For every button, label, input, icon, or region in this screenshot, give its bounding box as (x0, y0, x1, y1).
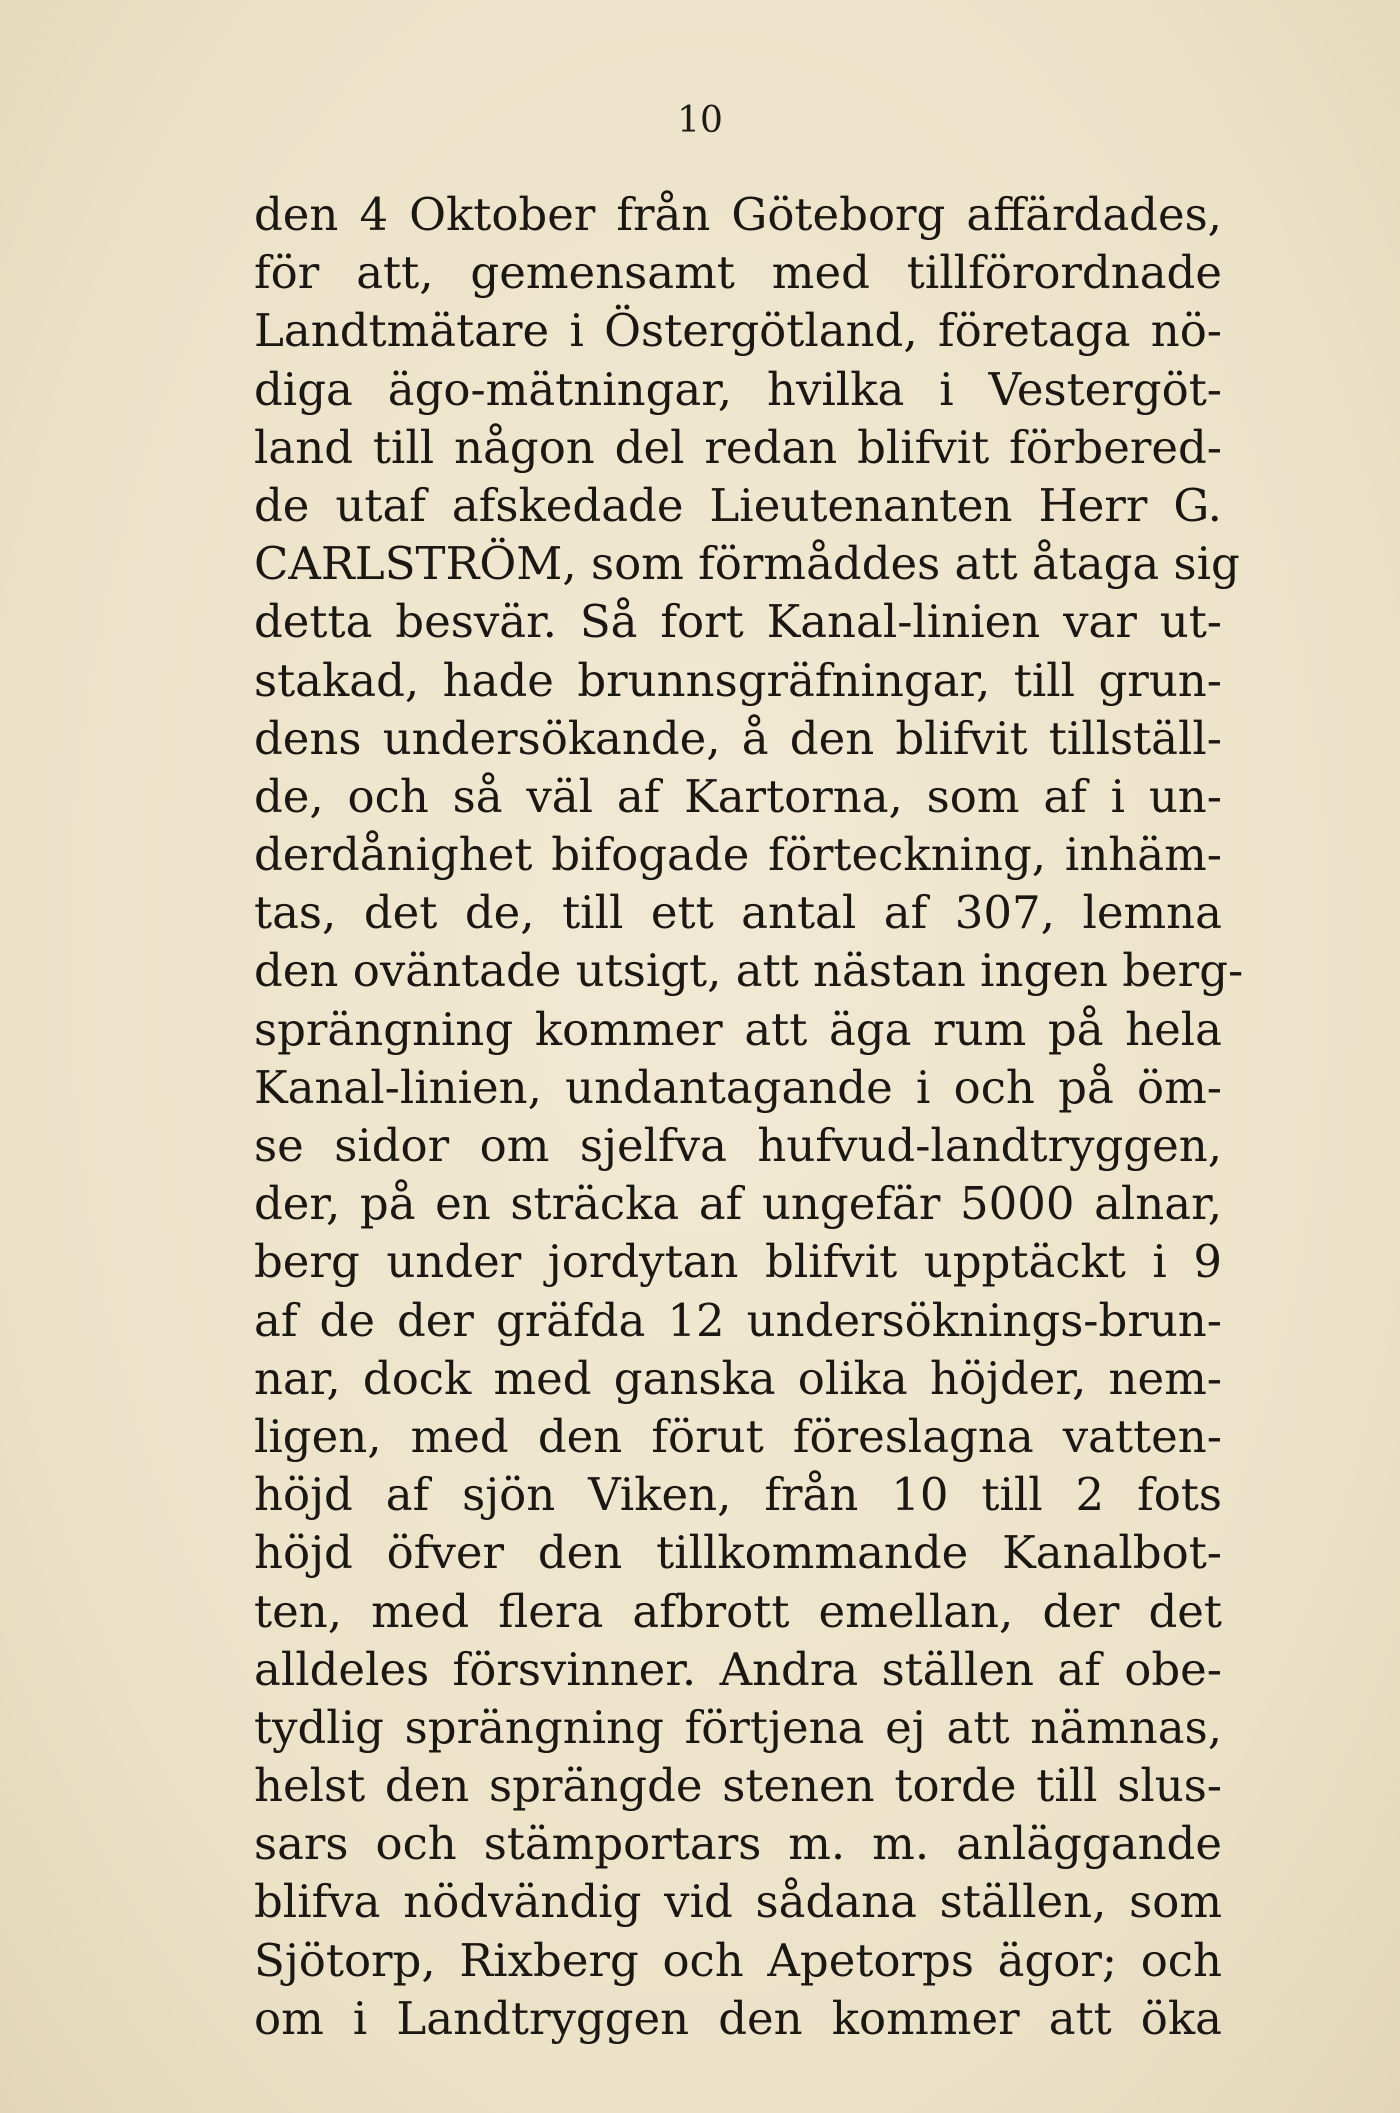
text-line: diga ägo-mätningar, hvilka i Vestergöt- (254, 362, 1222, 416)
text-line: se sidor om sjelfva hufvud-landtryggen, (254, 1119, 1222, 1172)
text-line: stakad, hade brunnsgräfningar, till grun- (254, 653, 1222, 707)
text-line: nar, dock med ganska olika höjder, nem- (254, 1351, 1222, 1405)
text-line: berg under jordytan blifvit upptäckt i 9 (254, 1235, 1222, 1289)
text-line: den 4 Oktober från Göteborg affärdades, (254, 188, 1222, 241)
text-line: om i Landtryggen den kommer att öka (254, 1991, 1222, 2045)
text-line: den oväntade utsigt, att nästan ingen berg- (254, 944, 1244, 998)
text-line: de, och så väl af Kartorna, som af i un- (254, 769, 1222, 823)
text-line: helst den sprängde stenen torde till slus- (254, 1759, 1222, 1813)
page-number: 10 (677, 100, 723, 141)
text-line: tydlig sprängning förtjena ej att nämnas, (254, 1700, 1222, 1754)
text-line: sprängning kommer att äga rum på hela (254, 1002, 1222, 1056)
text-line: derdånighet bifogade förteckning, inhäm- (254, 828, 1222, 882)
text-line: detta besvär. Så fort Kanal-linien var ut- (254, 595, 1222, 649)
text-line: Kanal-linien, undantagande i och på öm- (254, 1060, 1222, 1114)
text-line: alldeles försvinner. Andra ställen af obe- (254, 1642, 1222, 1696)
text-line: höjd öfver den tillkommande Kanalbot- (254, 1526, 1222, 1580)
text-line: CARLSTRÖM, som förmåddes att åtaga sig (254, 537, 1240, 591)
text-line: de utaf afskedade Lieutenanten Herr G. (254, 478, 1222, 532)
text-line: ligen, med den förut föreslagna vatten- (254, 1409, 1222, 1463)
text-line: för att, gemensamt med tillförordnade (254, 246, 1222, 300)
text-line: Sjötorp, Rixberg och Apetorps ägor; och (254, 1933, 1222, 1987)
text-line: af de der gräfda 12 undersöknings-brun- (254, 1293, 1222, 1347)
text-line: Landtmätare i Östergötland, företaga nö- (254, 304, 1222, 358)
body-text (254, 186, 1244, 2048)
text-line: tas, det de, till ett antal af 307, lemna (254, 886, 1222, 940)
text-line: dens undersökande, å den blifvit tillställ- (254, 711, 1222, 765)
text-line: sars och stämportars m. m. anläggande (254, 1817, 1222, 1871)
text-line: blifva nödvändig vid sådana ställen, som (254, 1875, 1222, 1929)
text-line: der, på en sträcka af ungefär 5000 alnar, (254, 1177, 1222, 1231)
text-line: ten, med flera afbrott emellan, der det (254, 1584, 1222, 1638)
text-line: höjd af sjön Viken, från 10 till 2 fots (254, 1468, 1222, 1522)
text-line: land till någon del redan blifvit förbered- (254, 420, 1222, 474)
